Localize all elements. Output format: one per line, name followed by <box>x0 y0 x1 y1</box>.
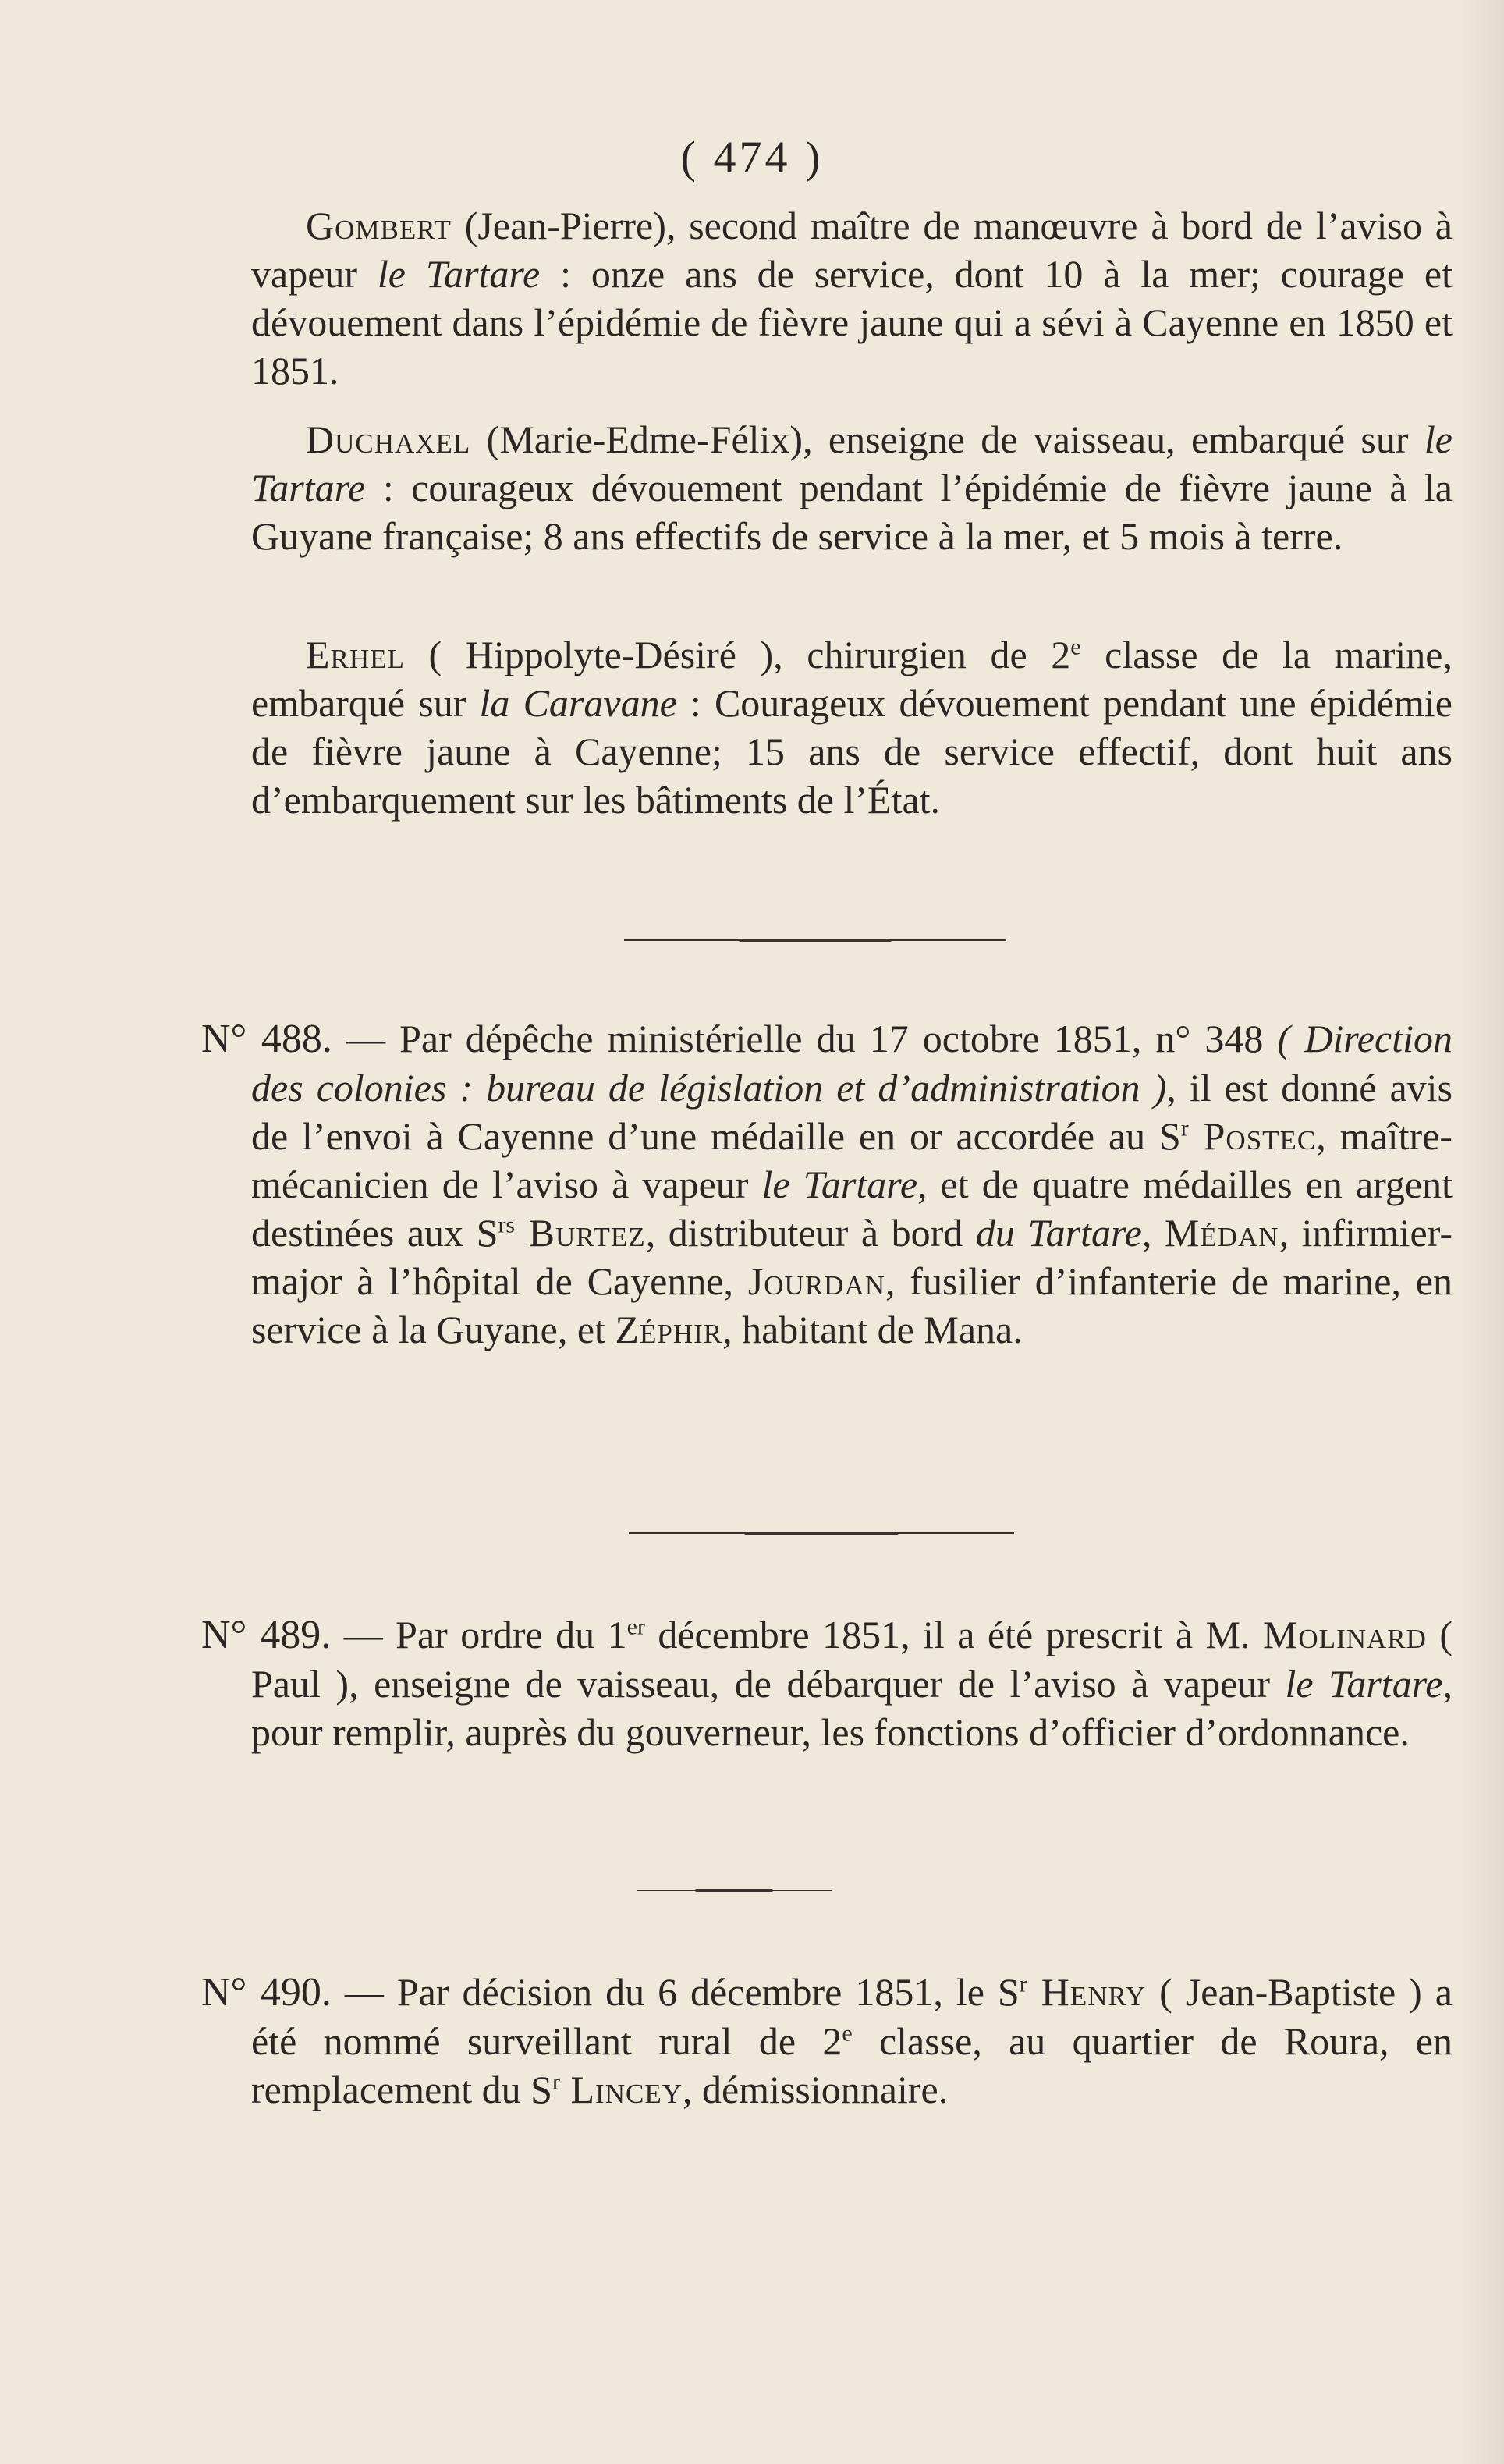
ship-name: le Tartare <box>761 1163 918 1206</box>
entry-number: N° 488. <box>201 1017 332 1061</box>
entry-number: N° 490. <box>201 1970 332 2015</box>
paragraph: Gombert (Jean-Pierre), second maître de manœuvre à bord de l’aviso à vapeur le Tartare : onze ans de service, dont 10 à la mer; courage et dévouement dans l’épidémie de fièvre jaune qui a sévi à Cayenne en 1850 et 1851. <box>251 204 1453 392</box>
citation-duchaxel <box>251 415 1453 560</box>
ship-name: le Tartare <box>377 252 541 296</box>
ship-name: la Caravane <box>479 681 677 725</box>
separator-rule <box>629 1532 1014 1534</box>
person-name: Burtez <box>515 1211 646 1255</box>
person-name: Gombert <box>306 204 452 247</box>
person-name: Duchaxel <box>306 417 471 461</box>
citation-gombert <box>251 201 1453 395</box>
person-name: Erhel <box>306 633 405 676</box>
ship-name: du Tartare <box>975 1211 1142 1255</box>
person-name: Médan <box>1164 1211 1279 1255</box>
paragraph: N° 489. — Par ordre du 1er décembre 1851, il a été prescrit à M. Molinard ( Paul ), enseigne de vaisseau, de débarquer de l’aviso à vapeur le Tartare, pour remplir, auprès du gouverneur, les fonctions d’officier d’ordonnance. <box>201 1613 1453 1754</box>
paragraph: Duchaxel (Marie-Edme-Félix), enseigne de vaisseau, embarqué sur le Tartare : courageux dévouement pendant l’épidémie de fièvre jaune à la Guyane française; 8 ans effectifs de service à la mer, et 5 mois à terre. <box>251 417 1453 558</box>
citation-erhel <box>251 630 1453 824</box>
paragraph: Erhel ( Hippolyte-Désiré ), chirurgien de 2e classe de la marine, embarqué sur la Caravane : Courageux dévouement pendant une épidémie de fièvre jaune à Cayenne; 15 ans de service effectif, dont huit ans d’embarquement sur les bâtiments de l’État. <box>251 633 1453 822</box>
person-name: Jourdan <box>747 1259 885 1303</box>
page-edge-shadow <box>1457 0 1504 2464</box>
entry-488 <box>201 1014 1453 1354</box>
entry-489 <box>201 1610 1453 1756</box>
separator-rule <box>637 1890 832 1891</box>
ship-name: le Tartare <box>1285 1662 1443 1706</box>
person-name: Henry <box>1027 1970 1147 2014</box>
entry-number: N° 489. <box>201 1613 332 1657</box>
person-name: Lincey <box>560 2068 683 2111</box>
person-name: Zéphir <box>615 1308 723 1351</box>
paragraph: N° 490. — Par décision du 6 décembre 1851, le $S^r$ Henry ( Jean-Baptiste ) a été nommé surveillant rural de 2e classe, au quartier de Roura, en remplacement du $S^r$ Lincey, démissionnaire. <box>201 1970 1453 2111</box>
ship-name: le Tartare <box>251 417 1453 509</box>
page-number: ( 474 ) <box>680 132 824 183</box>
paragraph: N° 488. — Par dépêche ministérielle du 17 octobre 1851, n° 348 ( Direction des colonies : bureau de législation et d’administration ), il est donné avis de l’envoi à Cayenne d’une médaille en or accordée au $S^r$ Postec, maître-mécanicien de l’aviso à vapeur le Tartare, et de quatre médailles en argent destinées aux $S^{rs}$ Burtez, distributeur à bord du Tartare, Médan, infirmier-major à l’hôpital de Cayenne, Jourdan, fusilier d’infanterie de marine, en service à la Guyane, et Zéphir, habitant de Mana. <box>201 1017 1453 1351</box>
person-name: Molinard <box>1262 1613 1427 1656</box>
separator-rule <box>624 939 1006 941</box>
directorate-ref: ( Direction des colonies : bureau de législation et d’administration ) <box>251 1017 1453 1110</box>
entry-490 <box>201 1968 1453 2114</box>
person-name: Postec <box>1188 1114 1317 1158</box>
